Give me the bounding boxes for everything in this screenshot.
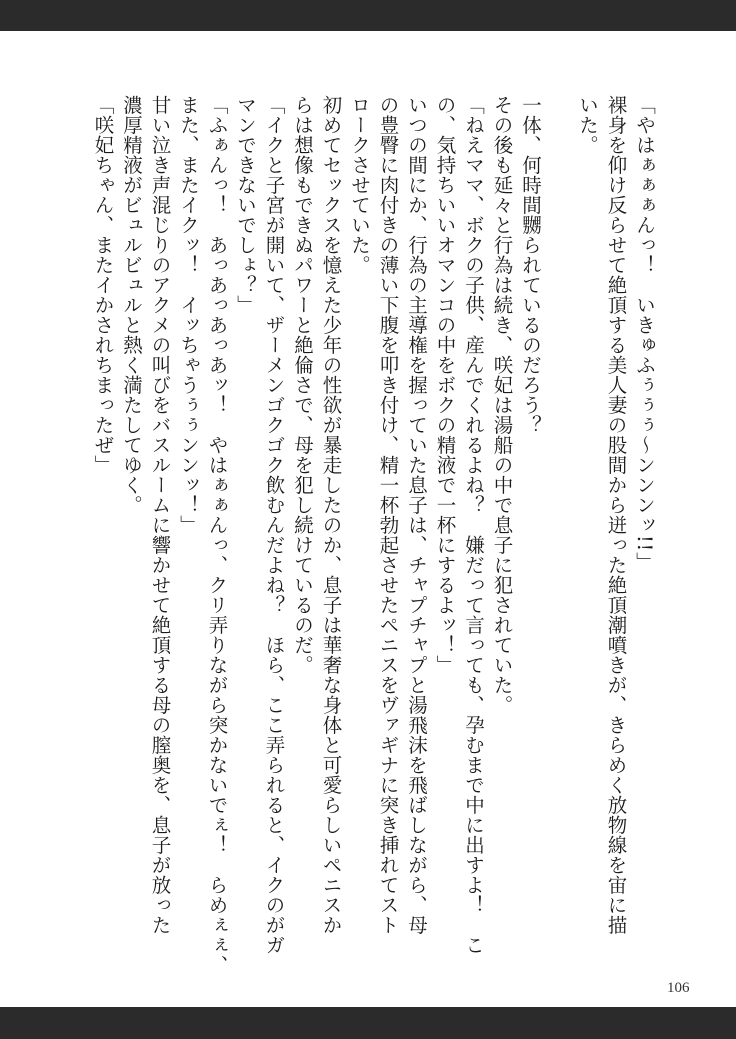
- text-line: また、またイクッ！ イッちゃうぅぅンンッ！」: [177, 95, 200, 535]
- text-line: ロークさせていた。: [348, 95, 371, 275]
- vertical-text-body: [58, 95, 658, 975]
- blank-line: [544, 95, 573, 885]
- text-line: 「咲妃ちゃん、またイかされちまったぜ」: [91, 95, 115, 475]
- page-number: 106: [667, 980, 690, 996]
- text-line: マンできないでしょ？」: [234, 95, 257, 315]
- text-line: いた。: [576, 95, 599, 155]
- text-line: の豊臀に肉付きの薄い下腹を叩き付け、精一杯勃起させたペニスをヴァギナに突き挿れてスト: [376, 95, 400, 935]
- text-line: らは想像もできぬパワーと絶倫さで、母を犯し続けているのだ。: [291, 95, 314, 675]
- text-line: いつの間にか、行為の主導権を握っていた息子は、チャプチャプと湯飛沫を飛ばしながら、母: [405, 95, 428, 935]
- bottom-border-bar: [0, 1007, 736, 1039]
- text-line: 「ねえママ、ボクの子供、産んでくれるよね？ 嫌だって言っても、孕むまで中に出すよ！ こ: [462, 95, 485, 955]
- text-line: 甘い泣き声混じりのアクメの叫びをバスルームに響かせて絶頂する母の膣奥を、息子が放った: [148, 95, 172, 935]
- text-line: 一体、何時間嬲られているのだろう？: [519, 95, 542, 435]
- top-border-bar: [0, 0, 736, 31]
- text-line: 「イクと子宮が開いて、ザーメンゴクゴク飲むんだよね？ ほら、ここ弄られると、イクのがガ: [262, 95, 286, 955]
- text-line: 初めてセックスを憶えた少年の性欲が暴走したのか、息子は華奢な身体と可愛らしいペニスか: [319, 95, 343, 935]
- text-line: 「やはぁぁぁんっ！ いきゅふぅぅぅ〜ンンンッ!!」: [633, 95, 656, 572]
- text-line: 裸身を仰け反らせて絶頂する美人妻の股間から迸った絶頂潮噴きが、きらめく放物線を宙に描: [604, 95, 628, 935]
- text-line: その後も延々と行為は続き、咲妃は湯船の中で息子に犯されていた。: [490, 95, 514, 715]
- text-line: 濃厚精液がビュルビュルと熱く満たしてゆく。: [120, 95, 143, 515]
- text-line: の、気持ちいいオマンコの中をボクの精液で一杯にするよッ！」: [433, 95, 457, 675]
- text-line: 「ふぁんっ！ あっあっあっあッ！ やはぁぁんっ、クリ弄りながら突かないでぇ！ らめぇぇ、: [205, 95, 229, 975]
